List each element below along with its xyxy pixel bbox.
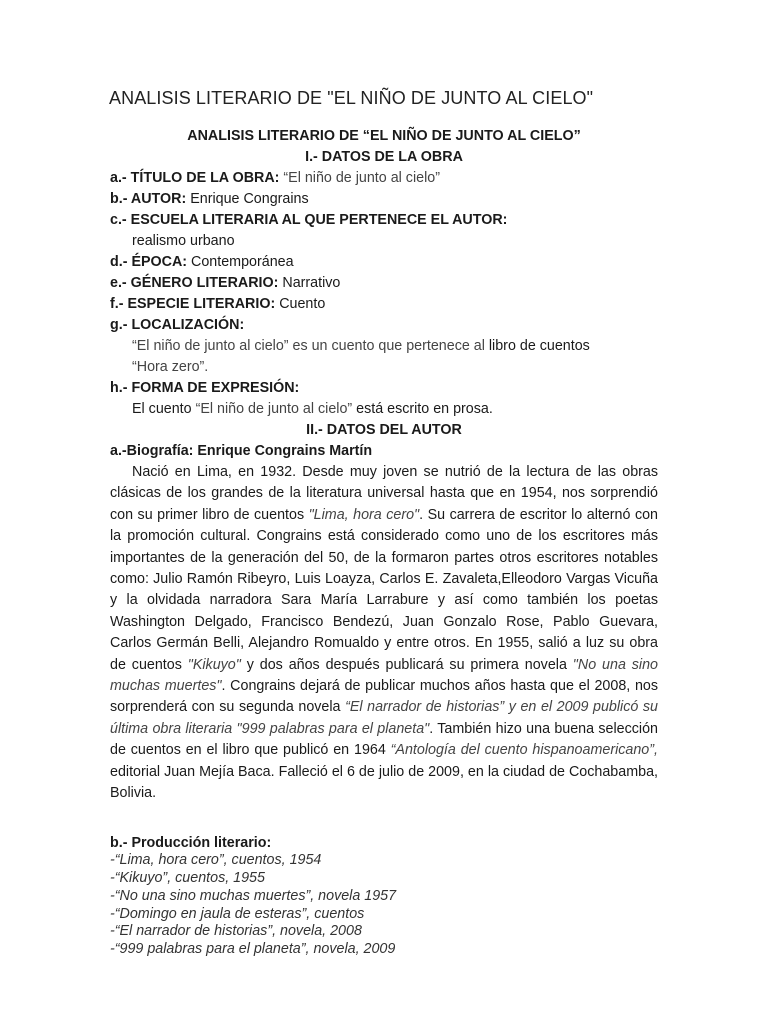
item-a <box>110 168 658 189</box>
bio-text-2: . Su carrera de escritor lo alternó con la promoción cultural. Congrains está considerado como uno de los escritores más importantes de la generación del 50, de la formaron partes otros escritores notables como: Julio Ramón Ribeyro, Luis Loayza, Carlos E. Zavaleta,Elleodoro Vargas Vicuña y la olvidada narradora Sara María Larrabure y así como también los poetas Washington Delgado, Francisco Bendezú, Juan Gonzalo Rose, Pablo Guevara, Carlos Germán Belli, Alejandro Romualdo y entre otros. En 1955, salió a luz su obra de cuentos <box>110 506 658 673</box>
bio-italic-2: "Kikuyo" <box>187 656 241 673</box>
production-heading: b.- Producción literario: <box>110 834 272 851</box>
analysis-heading: ANALISIS LITERARIO DE “EL NIÑO DE JUNTO AL CIELO” <box>187 128 581 144</box>
bio-text-4: . Congrains dejará de publicar muchos años hasta que el 2008, nos sorprenderá con su segunda novela <box>110 678 658 716</box>
item-b <box>110 189 658 210</box>
document-body <box>110 126 658 959</box>
bio-italic-5: “Antología del cuento hispanoamericano”, <box>390 742 658 759</box>
item-a-label: a.- TÍTULO DE LA OBRA: <box>110 170 284 186</box>
spacer <box>110 805 658 835</box>
production-item: -“Domingo en jaula de esteras”, cuentos <box>110 905 365 922</box>
item-g-value-part2: libro de cuentos <box>488 338 590 354</box>
item-f <box>110 294 658 315</box>
production-item: -“El narrador de historias”, novela, 2008 <box>110 923 362 940</box>
item-h-value-part1: El cuento <box>132 401 196 417</box>
item-b-value: Enrique Congrains <box>190 191 309 207</box>
production-item: -“Lima, hora cero”, cuentos, 1954 <box>110 852 322 869</box>
item-f-value: Cuento <box>279 296 326 312</box>
document-title: ANALISIS LITERARIO DE "EL NIÑO DE JUNTO AL CIELO" <box>109 88 594 108</box>
production-item: -“No una sino muchas muertes”, novela 1957 <box>110 887 397 904</box>
item-b-label: b.- AUTOR: <box>110 191 191 207</box>
item-a-value: “El niño de junto al cielo” <box>283 170 440 186</box>
production-item: -“Kikuyo”, cuentos, 1955 <box>110 870 265 887</box>
section-2-title: II.- DATOS DEL AUTOR <box>306 422 462 438</box>
item-g-value <box>110 336 658 357</box>
production-list <box>110 852 658 959</box>
item-d-label: d.- ÉPOCA: <box>110 254 192 270</box>
item-h-value-part2: “El niño de junto al cielo” <box>195 401 353 417</box>
section-1-title: I.- DATOS DE LA OBRA <box>305 149 463 165</box>
item-e <box>110 273 658 294</box>
item-g-value-part3: “Hora zero”. <box>132 359 209 375</box>
item-g-value-part1: “El niño de junto al cielo” es un cuento que pertenece al <box>132 338 489 354</box>
item-c-label: c.- ESCUELA LITERARIA AL QUE PERTENECE EL AUTOR: <box>110 212 508 228</box>
item-h-label: h.- FORMA DE EXPRESIÓN: <box>110 380 300 396</box>
item-h-value <box>110 399 658 420</box>
item-g-label: g.- LOCALIZACIÓN: <box>110 317 245 333</box>
item-h-value-part3: está escrito en prosa. <box>352 401 493 417</box>
bio-italic-3: "No una sino muchas muertes" <box>110 656 659 695</box>
bio-text-3: y dos años después publicará su primera novela <box>240 656 573 673</box>
item-e-label: e.- GÉNERO LITERARIO: <box>110 275 283 291</box>
bio-text-1: Nació en Lima, en 1932. Desde muy joven se nutrió de la lectura de las obras clásicas de los grandes de la literatura universal hasta que en 1954, nos sorprendió con su primer libro de cuentos <box>110 464 658 523</box>
item-d <box>110 252 658 273</box>
item-e-value: Narrativo <box>282 275 341 291</box>
bio-text-6: editorial Juan Mejía Baca. Falleció el 6 de julio de 2009, en la ciudad de Cochabamba, Bolivia. <box>110 763 658 802</box>
production-item: -“999 palabras para el planeta”, novela, 2009 <box>110 941 396 958</box>
biography-heading: a.-Biografía: Enrique Congrains Martín <box>110 443 373 459</box>
bio-text-5: . También hizo una buena selección de cuentos en el libro que publicó en 1964 <box>110 720 658 759</box>
item-d-value: Contemporánea <box>191 254 294 270</box>
biography-paragraph <box>110 462 658 805</box>
bio-italic-4: “El narrador de historias” y en el 2009 publicó su última obra literaria "999 palabras para el planeta" <box>110 699 658 737</box>
item-f-label: f.- ESPECIE LITERARIO: <box>110 296 280 312</box>
item-c-value: realismo urbano <box>132 233 235 249</box>
bio-italic-1: "Lima, hora cero" <box>308 506 420 523</box>
